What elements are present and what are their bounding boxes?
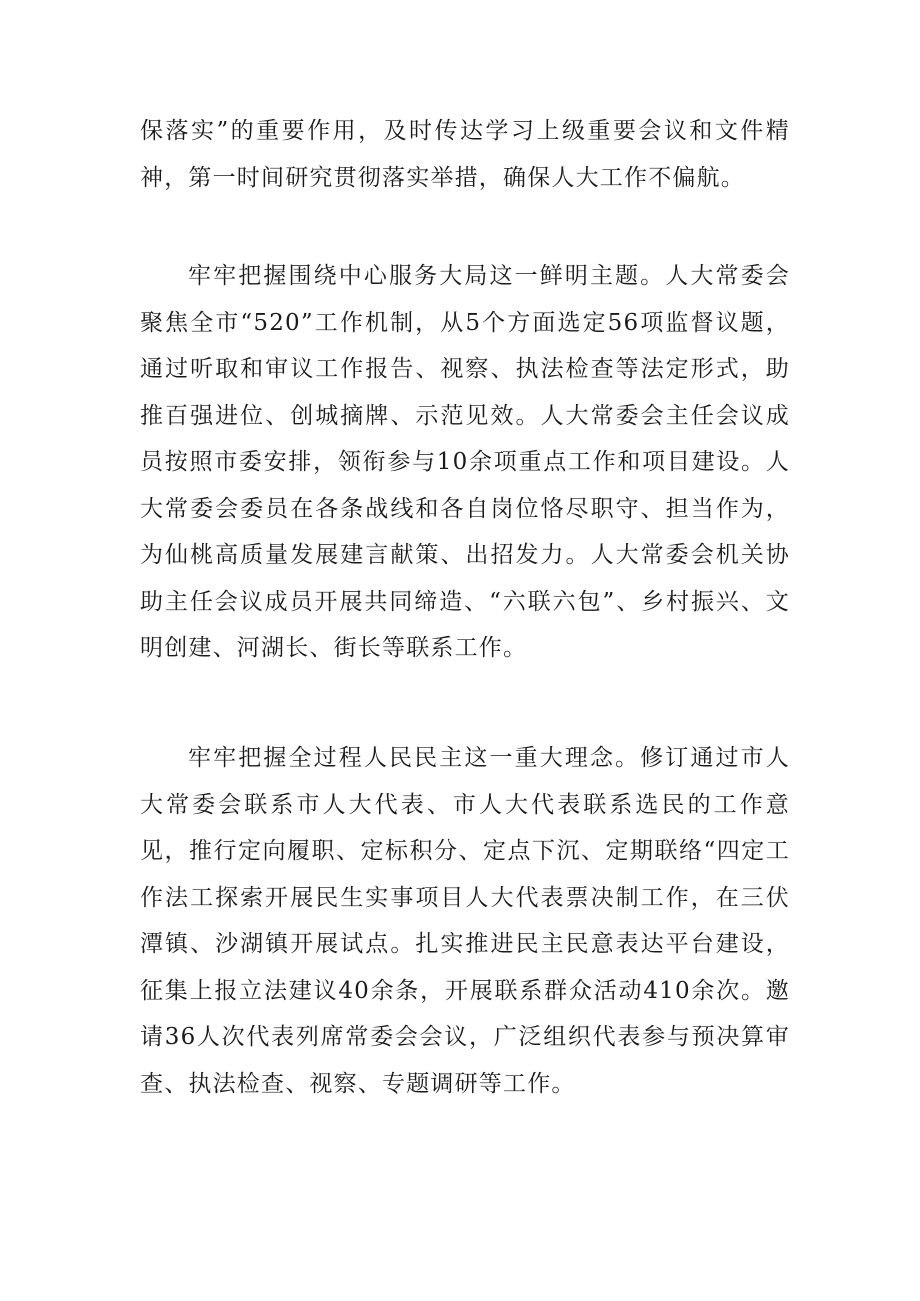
paragraph-continuation: 保落实”的重要作用，及时传达学习上级重要会议和文件精神，第一时间研究贯彻落实举措，确保人大工作不偏航。 xyxy=(140,118,790,191)
paragraph-whole-process-democracy: 牢牢把握全过程人民民主这一重大理念。修订通过市人大常委会联系市人大代表、市人大代表联系选民的工作意见，推行定向履职、定标积分、定点下沉、定期联络“四定工作法工探索开展民生实事项目人大代表票决制工作，在三伏潭镇、沙湖镇开展试点。扎实推进民主民意表达平台建设，征集上报立法建议40余条，开展联系群众活动410余次。邀请36人次代表列席常委会会议，广泛组织代表参与预决算审查、执法检查、视察、专题调研等工作。 xyxy=(140,745,790,1097)
paragraph-central-service-theme: 牢牢把握围绕中心服务大局这一鲜明主题。人大常委会聚焦全市“520”工作机制，从5个方面选定56项监督议题，通过听取和审议工作报告、视察、执法检查等法定形式，助推百强进位、创城摘牌、示范见效。人大常委会主任会议成员按照市委安排，领衔参与10余项重点工作和项目建设。人大常委会委员在各条战线和各自岗位恪尽职守、担当作为，为仙桃高质量发展建言献策、出招发力。人大常委会机关协助主任会议成员开展共同缔造、“六联六包”、乡村振兴、文明创建、河湖长、街长等联系工作。 xyxy=(140,263,790,661)
